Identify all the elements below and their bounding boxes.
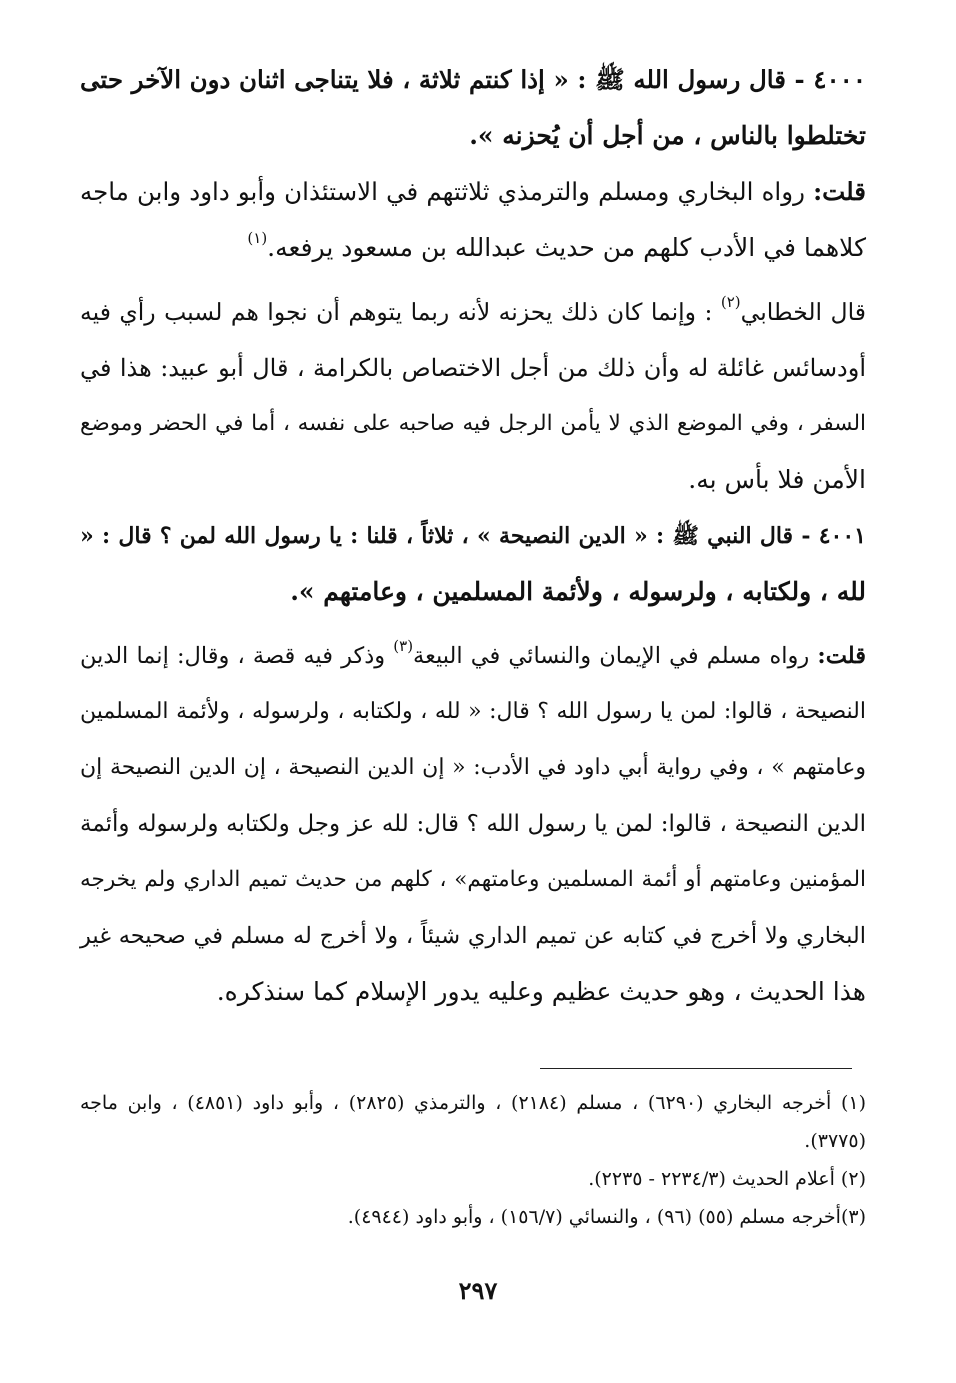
footnote-divider	[540, 1068, 852, 1069]
footnote-ref-3[interactable]: (٣)	[393, 636, 414, 655]
text-line: الدين النصيحة ، قالوا: لمن يا رسول الله ؟ قال: لله عز وجل ولكتابه ولرسوله وأئمة	[80, 811, 866, 837]
text-line: السفر ، وفي الموضع الذي لا يأمن الرجل فيه صاحبه على نفسه ، أما في الحضر وموضع	[80, 411, 866, 436]
footnote-1: (١) أخرجه البخاري (٦٢٩٠) ، مسلم (٢١٨٤) ، والترمذي (٢٨٢٥) ، وأبو داود (٤٨٥١) ، وابن ماجه	[80, 1092, 866, 1114]
text-line	[80, 628, 866, 684]
text-line	[80, 220, 866, 276]
commentary-4001	[80, 628, 866, 1020]
commentary-text: كلاهما في الأدب كلهم من حديث عبدالله بن مسعود يرفعه.	[267, 233, 866, 262]
text-line: ٤٠٠١ - قال النبي ﷺ : « الدين النصيحة » ، ثلاثاً ، قلنا : يا رسول الله لمن ؟ قال : «	[80, 523, 866, 549]
commentary-text: رواه مسلم في الإيمان والنسائي في البيعة	[413, 643, 810, 669]
commentary-label: قلت:	[817, 643, 866, 669]
commentary-label: قلت:	[813, 177, 866, 206]
main-text	[80, 52, 866, 1020]
commentary-text: وذكر فيه قصة ، وقال: إنما الدين	[80, 643, 386, 669]
text-line: الأمن فلا بأس به.	[688, 465, 866, 494]
text-line: النصيحة ، قالوا: لمن يا رسول الله ؟ قال: « لله ، ولكتابه ، ولرسوله ، ولأئمة المسلمين	[80, 699, 866, 724]
hadith-4000	[80, 52, 866, 164]
text-line	[80, 284, 866, 340]
text-line: وعامتهم » ، وفي رواية أبي داود في الأدب: « إن الدين النصيحة ، إن الدين النصيحة إن	[80, 755, 866, 780]
text-line: ٤٠٠٠ - قال رسول الله ﷺ : « إذا كنتم ثلاثة ، فلا يتناجى اثنان دون الآخر حتى	[80, 65, 866, 94]
footnote-1-continued: (٣٧٧٥).	[804, 1130, 866, 1152]
footnote-ref-2[interactable]: (٢)	[720, 293, 741, 312]
khattabi-paragraph	[80, 284, 866, 508]
footnote-ref-1[interactable]: (١)	[247, 228, 268, 247]
text-line: لله ، ولكتابه ، ولرسوله ، ولأئمة المسلمين ، وعامتهم ».	[290, 577, 866, 606]
text-line: هذا الحديث ، وهو حديث عظيم وعليه يدور الإسلام كما سنذكره.	[216, 977, 866, 1006]
paragraph-text: : وإنما كان ذلك يحزنه لأنه ربما يتوهم أن نجوا هم لسبب رأي فيه	[80, 298, 713, 326]
footnotes	[80, 1084, 866, 1236]
hadith-4001	[80, 508, 866, 620]
page-number: ٢٩٧	[458, 1276, 498, 1305]
commentary-text: رواه البخاري ومسلم والترمذي ثلاثتهم في الاستئذان وأبو داود وابن ماجه	[80, 177, 805, 206]
text-line: أودسائس غائلة له وأن ذلك من أجل الاختصاص بالكرامة ، قال أبو عبيد: هذا في	[80, 354, 866, 382]
paragraph-text: قال الخطابي	[740, 298, 866, 326]
text-line: تختلطوا بالناس ، من أجل أن يُحزنه ».	[469, 121, 866, 150]
text-line: البخاري ولا أخرج في كتابه عن تميم الداري شيئاً ، ولا أخرج له مسلم في صحيحه غير	[80, 923, 866, 949]
commentary-4000	[80, 164, 866, 276]
text-line	[80, 164, 866, 220]
footnote-3: (٣)أخرجه مسلم (٥٥) (٩٦) ، والنسائي (١٥٦/٧) ، وأبو داود (٤٩٤٤).	[347, 1206, 866, 1228]
footnote-2: (٢) أعلام الحديث (٢٢٣٤/٣ - ٢٢٣٥).	[588, 1168, 866, 1190]
text-line: المؤمنين وعامتهم أو أئمة المسلمين وعامتهم» ، كلهم من حديث تميم الداري ولم يخرجه	[80, 867, 866, 892]
